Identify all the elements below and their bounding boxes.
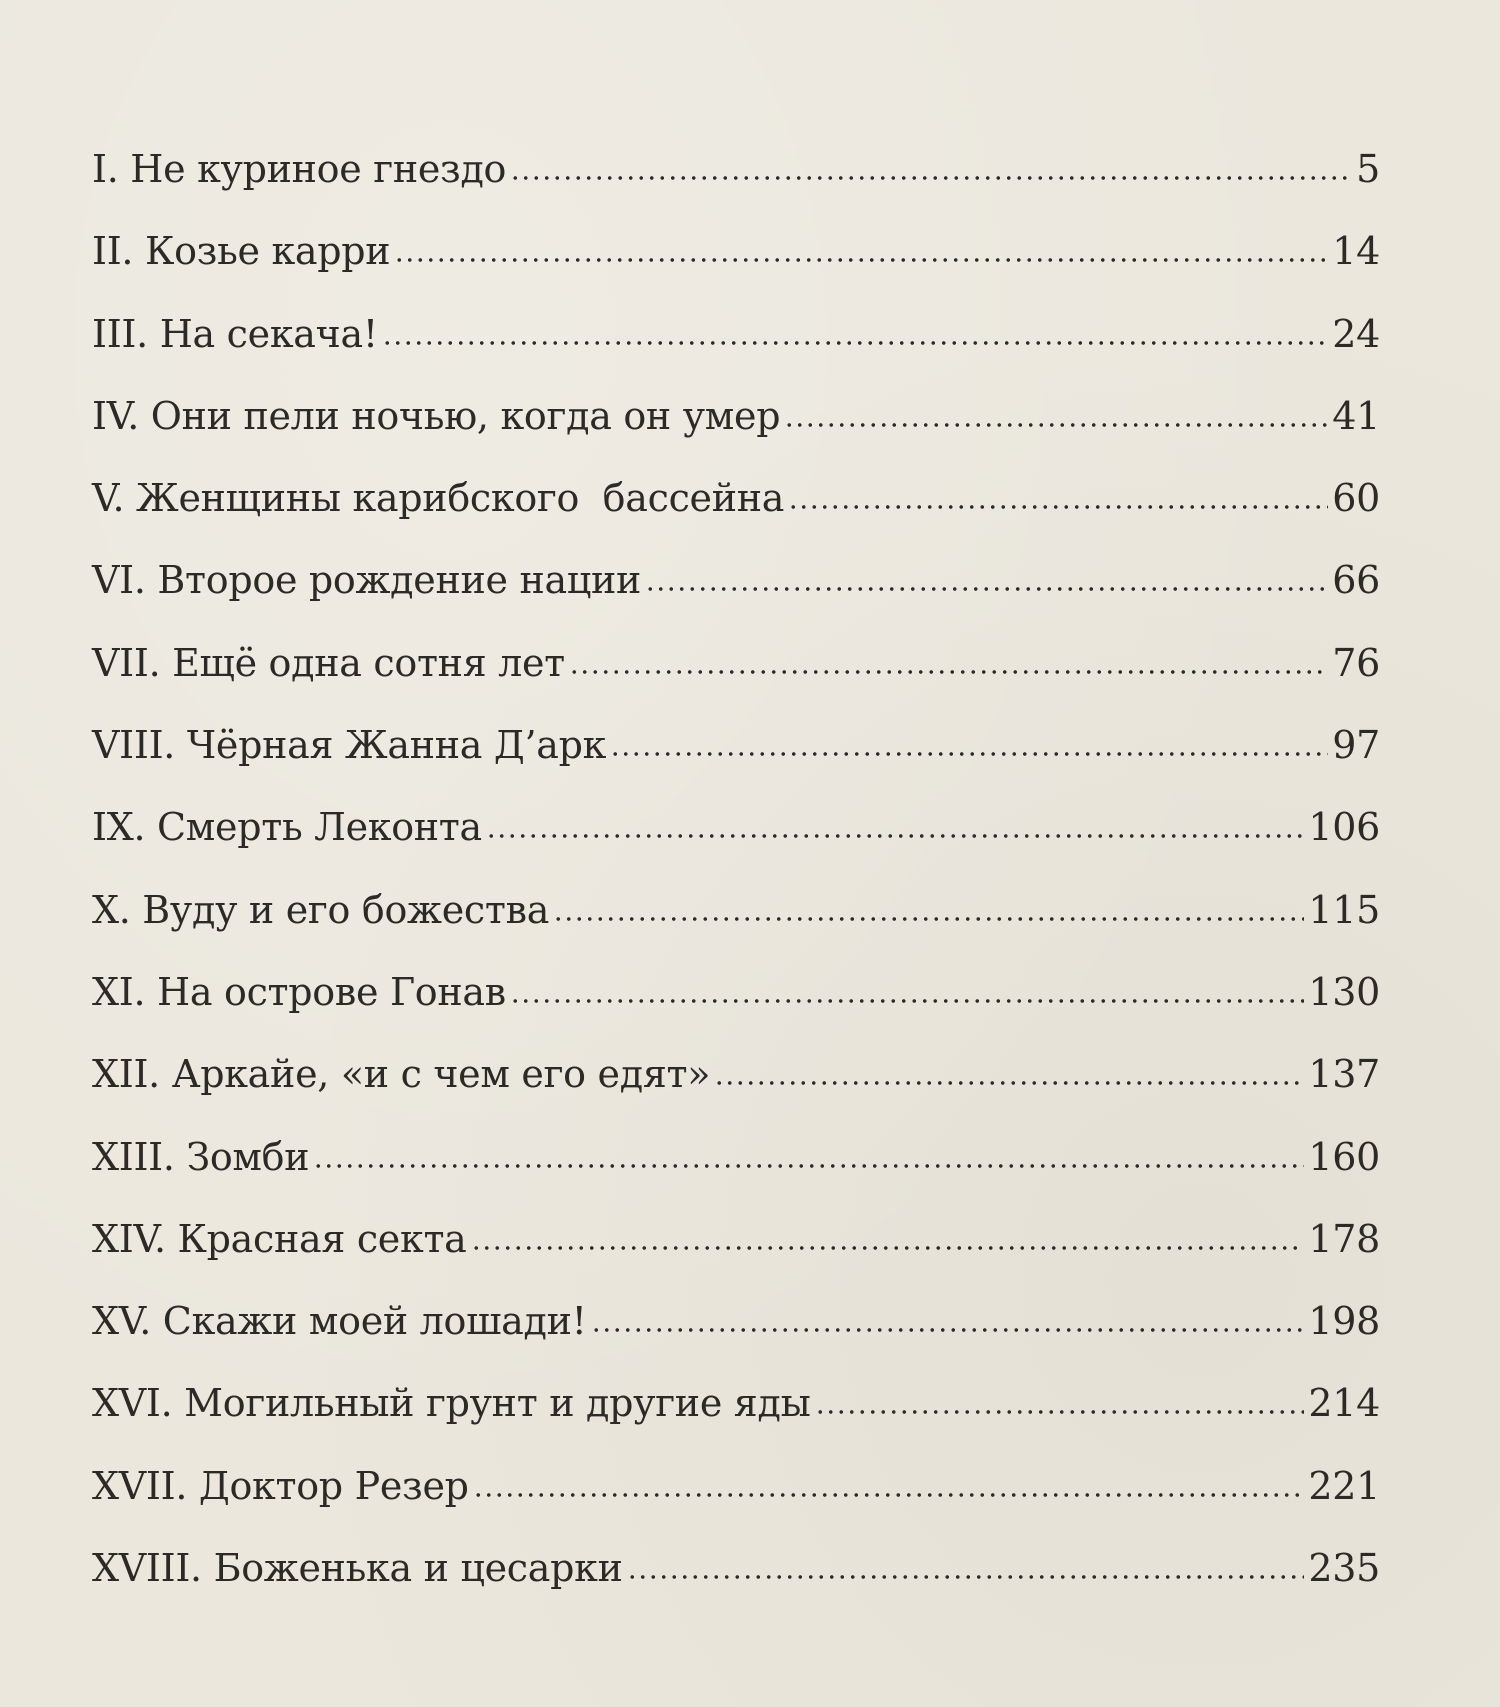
- toc-entry-title: III. На секача!: [92, 311, 378, 356]
- toc-entry-page: 5: [1356, 147, 1380, 191]
- toc-entry-2: [92, 210, 1380, 292]
- toc-entry-title: IV. Они пели ночью, когда он умер: [92, 393, 781, 438]
- toc-entry-17: [92, 1445, 1380, 1527]
- toc-entry-9: [92, 786, 1380, 868]
- toc-entry-11: [92, 951, 1380, 1033]
- toc-entry-page: 60: [1332, 476, 1380, 521]
- toc-entry-title: IX. Смерть Леконта: [92, 805, 482, 850]
- table-of-contents: [92, 128, 1380, 1609]
- toc-entry-title: XVI. Могильный грунт и другие яды: [92, 1381, 811, 1426]
- toc-entry-page: 198: [1308, 1299, 1380, 1344]
- toc-entry-16: [92, 1362, 1380, 1444]
- toc-entry-page: 178: [1308, 1216, 1380, 1261]
- toc-entry-page: 76: [1332, 640, 1380, 685]
- toc-dot-leader: [382, 341, 1328, 345]
- toc-entry-page: 221: [1308, 1463, 1380, 1508]
- toc-entry-page: 14: [1332, 229, 1380, 274]
- toc-entry-page: 130: [1308, 969, 1380, 1014]
- toc-entry-title: II. Козье карри: [92, 229, 391, 274]
- toc-entry-page: 97: [1332, 723, 1380, 768]
- toc-entry-title: VII. Ещё одна сотня лет: [92, 640, 565, 685]
- toc-entry-title: XVII. Доктор Резер: [92, 1463, 469, 1508]
- toc-entry-title: XV. Скажи моей лошади!: [92, 1299, 587, 1344]
- toc-entry-title: XII. Аркайе, «и с чем его едят»: [92, 1052, 711, 1097]
- toc-entry-12: [92, 1033, 1380, 1115]
- toc-entry-title: XVIII. Боженька и цесарки: [92, 1546, 623, 1591]
- toc-entry-page: 115: [1308, 887, 1380, 932]
- toc-dot-leader: [645, 587, 1328, 591]
- toc-dot-leader: [473, 1493, 1305, 1497]
- toc-entry-4: [92, 375, 1380, 457]
- toc-dot-leader: [784, 423, 1328, 427]
- toc-dot-leader: [394, 258, 1328, 262]
- toc-entry-page: 66: [1332, 558, 1380, 603]
- toc-entry-page: 41: [1332, 393, 1380, 438]
- toc-entry-title: XIII. Зомби: [92, 1134, 310, 1179]
- toc-entry-5: [92, 457, 1380, 539]
- toc-dot-leader: [714, 1081, 1304, 1085]
- toc-entry-title: XIV. Красная секта: [92, 1216, 467, 1261]
- toc-dot-leader: [591, 1328, 1305, 1332]
- toc-entry-13: [92, 1116, 1380, 1198]
- toc-entry-title: XI. На острове Гонав: [92, 969, 506, 1014]
- toc-entry-title: VI. Второе рождение нации: [92, 558, 642, 603]
- toc-entry-page: 160: [1308, 1134, 1380, 1179]
- toc-dot-leader: [486, 834, 1304, 838]
- toc-entry-8: [92, 704, 1380, 786]
- toc-entry-page: 137: [1308, 1052, 1380, 1097]
- toc-entry-title: X. Вуду и его божества: [92, 887, 550, 932]
- toc-entry-14: [92, 1198, 1380, 1280]
- toc-dot-leader: [313, 1164, 1304, 1168]
- toc-entry-6: [92, 539, 1380, 621]
- toc-entry-10: [92, 869, 1380, 951]
- toc-dot-leader: [569, 670, 1328, 674]
- toc-dot-leader: [610, 752, 1328, 756]
- toc-entry-title: I. Не куриное гнездо: [92, 147, 507, 191]
- toc-entry-1: [92, 128, 1380, 210]
- toc-entry-18: [92, 1527, 1380, 1609]
- toc-entry-page: 24: [1332, 311, 1380, 356]
- toc-entry-7: [92, 622, 1380, 704]
- toc-dot-leader: [510, 999, 1305, 1003]
- toc-entry-page: 235: [1308, 1546, 1380, 1591]
- toc-dot-leader: [815, 1410, 1305, 1414]
- toc-dot-leader: [627, 1575, 1305, 1579]
- toc-entry-15: [92, 1280, 1380, 1362]
- toc-dot-leader: [553, 917, 1304, 921]
- toc-dot-leader: [788, 505, 1328, 509]
- toc-entry-title: VIII. Чёрная Жанна Д’арк: [92, 723, 607, 768]
- toc-entry-page: 106: [1308, 805, 1380, 850]
- toc-dot-leader: [471, 1246, 1305, 1250]
- toc-entry-title: V. Женщины карибского бассейна: [92, 476, 785, 521]
- toc-dot-leader: [510, 176, 1352, 180]
- toc-entry-3: [92, 293, 1380, 375]
- toc-entry-page: 214: [1308, 1381, 1380, 1426]
